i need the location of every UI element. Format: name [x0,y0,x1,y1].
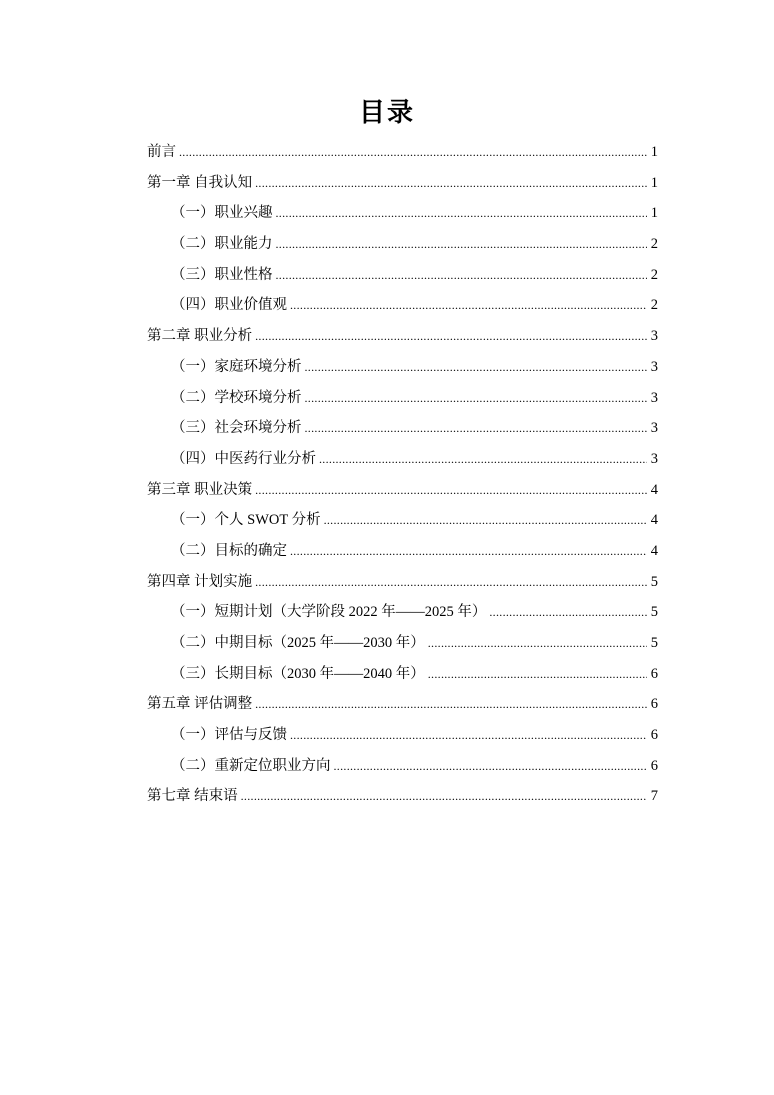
toc-entry-page: 3 [650,420,658,437]
toc-entry[interactable] [147,352,658,383]
toc-entry-label: （二）职业能力 [171,236,273,253]
toc-entry-label: （一）个人 SWOT 分析 [171,512,321,529]
toc-entry-page: 2 [650,266,658,283]
toc-entry-label: （二）目标的确定 [171,542,287,559]
toc-entry-label: 第三章 职业决策 [147,481,253,498]
toc-entry-label: 第五章 评估调整 [147,696,253,713]
toc-leader-dots [241,781,647,812]
toc-leader-dots [319,444,647,475]
toc-entry-page: 7 [650,788,658,805]
toc-leader-dots [305,383,648,414]
toc-entry-page: 1 [650,144,658,160]
toc-leader-dots [276,229,648,260]
toc-entry[interactable] [147,567,658,598]
toc-entry-page: 6 [650,696,658,713]
toc-entry-label: （三）职业性格 [171,266,273,283]
toc-entry[interactable] [147,168,658,199]
toc-leader-dots [305,413,648,444]
toc-entry-page: 2 [650,297,658,314]
toc-entry-label: （二）中期目标（2025 年——2030 年） [171,635,425,651]
toc-entry[interactable] [147,689,658,720]
toc-entry-label: 第一章 自我认知 [147,174,253,191]
toc-entry-page: 5 [650,604,658,621]
toc-leader-dots [255,567,647,598]
toc-entry[interactable] [147,413,658,444]
toc-entry[interactable] [147,229,658,260]
toc-entry-label: 前言 [147,144,176,160]
toc-entry[interactable] [147,383,658,414]
toc-list [147,137,658,812]
toc-entry[interactable] [147,751,658,782]
toc-entry-label: 第四章 计划实施 [147,573,253,590]
toc-entry-label: （一）短期计划（大学阶段 2022 年——2025 年） [171,604,487,621]
toc-entry-page: 5 [650,635,658,651]
toc-leader-dots [255,321,647,352]
toc-leader-dots [276,198,648,229]
toc-entry-page: 1 [650,205,658,222]
toc-entry[interactable] [147,781,658,812]
toc-entry-page: 2 [650,236,658,253]
toc-leader-dots [324,505,647,536]
toc-entry-page: 3 [650,328,658,345]
toc-entry[interactable] [147,505,658,536]
toc-entry-page: 6 [650,727,658,744]
toc-entry-page: 3 [650,389,658,406]
toc-leader-dots [276,260,648,291]
toc-leader-dots [290,536,647,567]
toc-entry-label: （三）社会环境分析 [171,420,302,437]
toc-leader-dots [255,168,647,199]
toc-leader-dots [428,659,647,690]
toc-entry-label: （一）评估与反馈 [171,727,287,744]
toc-leader-dots [290,720,647,751]
toc-entry-page: 6 [650,757,658,774]
toc-leader-dots [255,689,647,720]
toc-entry-page: 3 [650,358,658,375]
toc-entry-label: （一）家庭环境分析 [171,358,302,375]
toc-entry[interactable] [147,659,658,690]
toc-entry[interactable] [147,321,658,352]
toc-entry-label: （四）中医药行业分析 [171,450,316,467]
toc-entry[interactable] [147,597,658,628]
toc-leader-dots [305,352,648,383]
toc-entry-label: （二）重新定位职业方向 [171,757,331,774]
toc-leader-dots [334,751,648,782]
toc-entry-page: 4 [650,542,658,559]
toc-leader-dots [255,475,647,506]
toc-title: 目录 [358,98,415,128]
toc-entry[interactable] [147,628,658,659]
toc-entry-page: 5 [650,573,658,590]
toc-entry[interactable] [147,720,658,751]
toc-entry-label: 第七章 结束语 [147,788,238,805]
toc-entry-page: 3 [650,450,658,467]
toc-entry[interactable] [147,290,658,321]
toc-leader-dots [179,137,647,168]
toc-leader-dots [428,628,647,659]
toc-entry-page: 4 [650,481,658,498]
toc-entry[interactable] [147,198,658,229]
toc-entry-label: 第二章 职业分析 [147,328,253,345]
toc-entry-label: （一）职业兴趣 [171,205,273,222]
toc-entry[interactable] [147,444,658,475]
toc-entry[interactable] [147,260,658,291]
toc-entry-label: （二）学校环境分析 [171,389,302,406]
toc-entry-label: （四）职业价值观 [171,297,287,314]
toc-leader-dots [290,290,647,321]
toc-entry-page: 4 [650,512,658,529]
toc-entry[interactable] [147,475,658,506]
toc-entry[interactable] [147,137,658,168]
toc-entry-page: 6 [650,665,658,682]
toc-entry[interactable] [147,536,658,567]
toc-leader-dots [489,597,647,628]
toc-entry-label: （三）长期目标（2030 年——2040 年） [171,665,425,682]
toc-entry-page: 1 [650,174,658,191]
